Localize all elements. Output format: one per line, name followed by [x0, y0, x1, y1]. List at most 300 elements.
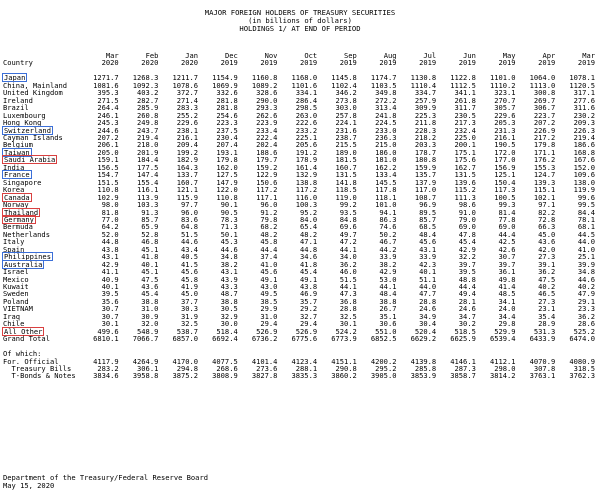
value-cell: 118.5 — [335, 185, 357, 195]
value-cell: 45.1 — [141, 244, 159, 254]
value-cell: 237.5 — [216, 125, 238, 135]
value-cell: 346.2 — [335, 88, 357, 98]
value-cell: 225.1 — [295, 132, 318, 142]
value-cell: 6625.9 — [450, 334, 476, 344]
table-body — [3, 74, 595, 380]
value-cell: 177.0 — [494, 155, 516, 165]
value-cell: 43.1 — [220, 267, 238, 277]
value-cell: 66.3 — [538, 222, 556, 232]
value-cell: 224.1 — [335, 118, 357, 128]
country-name: Korea — [3, 185, 25, 195]
value-cell: 38.8 — [141, 296, 159, 306]
value-cell: 30.1 — [101, 319, 119, 329]
country-name: Of which: — [3, 349, 42, 359]
value-cell: 7066.7 — [132, 334, 159, 344]
value-cell: 193.1 — [216, 147, 238, 157]
country-name: India — [3, 162, 25, 172]
value-cell: 31.0 — [260, 311, 278, 321]
value-cell: 48.7 — [220, 289, 238, 299]
value-cell: 24.6 — [419, 304, 437, 314]
value-cell: 45.0 — [180, 289, 199, 299]
year-header: 2020 — [180, 58, 199, 68]
value-cell: 3834.6 — [93, 371, 119, 381]
value-cell: 102.1 — [533, 192, 556, 202]
value-cell: 190.5 — [494, 140, 516, 150]
value-cell: 64.2 — [101, 222, 119, 232]
value-cell: 3853.9 — [410, 371, 437, 381]
value-cell: 155.4 — [137, 177, 159, 187]
value-cell: 254.6 — [216, 110, 238, 120]
value-cell: 48.4 — [379, 289, 397, 299]
value-cell: 30.0 — [220, 319, 238, 329]
value-cell: 176.2 — [533, 155, 556, 165]
year-header: 2019 — [339, 58, 357, 68]
footer-date: May 15, 2020 — [3, 481, 55, 490]
value-cell: 160.7 — [176, 177, 199, 187]
value-cell: 43.4 — [180, 244, 199, 254]
value-cell: 44.4 — [260, 244, 278, 254]
value-cell: 36.2 — [538, 267, 556, 277]
year-header: 2019 — [577, 58, 595, 68]
value-cell: 34.1 — [498, 296, 516, 306]
value-cell: 44.6 — [577, 274, 595, 284]
value-cell: 526.9 — [256, 326, 278, 336]
country-name: Germany — [4, 214, 34, 224]
value-cell: 264.4 — [97, 103, 119, 113]
month-header: Jan — [185, 51, 199, 60]
value-cell: 255.2 — [176, 110, 199, 120]
value-cell: 39.9 — [577, 259, 595, 269]
value-cell: 100.3 — [295, 200, 318, 210]
value-cell: 4146.1 — [450, 356, 476, 366]
value-cell: 25.1 — [577, 252, 595, 262]
month-header: Nov — [264, 51, 278, 60]
value-cell: 34.8 — [577, 267, 595, 277]
value-cell: 285.8 — [414, 364, 437, 373]
value-cell: 219.4 — [137, 132, 159, 142]
value-cell: 118.1 — [375, 192, 397, 202]
of-which-row — [3, 372, 595, 379]
value-cell: 261.8 — [454, 95, 476, 105]
value-cell: 41.5 — [180, 259, 199, 269]
month-header: Feb — [145, 51, 159, 60]
country-name: Saudi Arabia — [4, 155, 56, 165]
value-cell: 34.0 — [339, 252, 357, 262]
country-name: Thailand — [4, 207, 39, 217]
value-cell: 48.2 — [300, 229, 318, 239]
year-header-row — [3, 59, 595, 66]
value-cell: 216.1 — [176, 132, 199, 142]
value-cell: 46.9 — [300, 289, 318, 299]
value-cell: 147.9 — [216, 177, 238, 187]
value-cell: 71.3 — [220, 222, 238, 232]
value-cell: 40.2 — [577, 282, 595, 292]
value-cell: 91.2 — [260, 207, 278, 217]
value-cell: 96.9 — [419, 200, 437, 210]
value-cell: 26.7 — [379, 304, 397, 314]
value-cell: 117.1 — [256, 192, 278, 202]
value-cell: 1154.9 — [212, 73, 238, 83]
value-cell: 3827.8 — [251, 371, 278, 381]
value-cell: 34.7 — [458, 311, 476, 321]
value-cell: 159.2 — [256, 162, 278, 172]
country-name: Chile — [3, 319, 25, 329]
value-cell: 41.1 — [101, 267, 119, 277]
value-cell: 4117.9 — [93, 356, 119, 366]
value-cell: 1092.3 — [132, 80, 159, 90]
value-cell: 6775.6 — [291, 334, 318, 344]
value-cell: 260.8 — [137, 110, 159, 120]
value-cell: 100.5 — [494, 192, 516, 202]
value-cell: 6539.4 — [489, 334, 516, 344]
value-cell: 225.0 — [454, 132, 476, 142]
country-name: Switzerland — [4, 125, 51, 135]
value-cell: 3814.2 — [489, 371, 516, 381]
value-cell: 45.4 — [458, 237, 476, 247]
value-cell: 72.8 — [538, 214, 556, 224]
value-cell: 133.7 — [176, 170, 199, 180]
country-name: Japan — [4, 73, 26, 83]
value-cell: 41.9 — [180, 282, 199, 292]
value-cell: 548.9 — [137, 326, 159, 336]
country-name: All Other — [4, 326, 43, 336]
country-name: T-Bonds & Notes — [3, 371, 76, 381]
value-cell: 205.6 — [295, 140, 318, 150]
value-cell: 32.0 — [141, 319, 159, 329]
value-cell: 6433.9 — [529, 334, 556, 344]
value-cell: 228.3 — [414, 125, 437, 135]
value-cell: 79.0 — [458, 214, 476, 224]
value-cell: 40.5 — [180, 252, 199, 262]
value-cell: 34.4 — [498, 311, 516, 321]
value-cell: 38.8 — [379, 296, 397, 306]
value-cell: 372.7 — [176, 88, 199, 98]
value-cell: 233.2 — [295, 125, 318, 135]
value-cell: 137.9 — [414, 177, 437, 187]
value-cell: 526.9 — [295, 326, 318, 336]
value-cell: 184.4 — [137, 155, 159, 165]
value-cell: 162.0 — [216, 162, 238, 172]
report-subtitle: (in billions of dollars) — [248, 16, 352, 25]
value-cell: 111.3 — [454, 192, 476, 202]
value-cell: 182.9 — [176, 155, 199, 165]
month-header: Oct — [304, 51, 318, 60]
value-cell: 159.9 — [414, 162, 437, 172]
value-cell: 29.1 — [577, 296, 595, 306]
value-cell: 4200.2 — [370, 356, 397, 366]
value-cell: 84.4 — [577, 207, 595, 217]
value-cell: 44.0 — [577, 237, 595, 247]
value-cell: 43.8 — [101, 244, 119, 254]
month-header: Jul — [423, 51, 437, 60]
value-cell: 38.2 — [220, 259, 238, 269]
value-cell: 103.3 — [137, 200, 159, 210]
value-cell: 43.1 — [419, 244, 437, 254]
value-cell: 231.3 — [494, 125, 516, 135]
value-cell: 29.4 — [260, 319, 278, 329]
value-cell: 127.5 — [216, 170, 238, 180]
value-cell: 117.0 — [414, 185, 437, 195]
value-cell: 1110.4 — [410, 80, 437, 90]
value-cell: 42.5 — [498, 237, 516, 247]
value-cell: 269.7 — [533, 95, 556, 105]
value-cell: 155.3 — [533, 162, 556, 172]
value-cell: 244.6 — [97, 125, 119, 135]
value-cell: 36.2 — [577, 311, 595, 321]
value-cell: 175.1 — [454, 147, 476, 157]
value-cell: 4077.5 — [212, 356, 238, 366]
value-cell: 69.0 — [498, 222, 516, 232]
value-cell: 1078.6 — [172, 80, 199, 90]
value-cell: 203.3 — [414, 140, 437, 150]
month-header: Mar — [105, 51, 119, 60]
value-cell: 202.4 — [256, 140, 278, 150]
value-cell: 200.1 — [454, 140, 476, 150]
value-cell: 48.4 — [419, 229, 437, 239]
value-cell: 109.6 — [573, 170, 595, 180]
value-cell: 271.4 — [176, 95, 199, 105]
value-cell: 51.1 — [419, 274, 437, 284]
country-name: Iraq — [3, 311, 21, 321]
country-name: China, Mainland — [3, 80, 68, 90]
value-cell: 262.6 — [256, 110, 278, 120]
value-cell: 31.0 — [141, 304, 159, 314]
value-cell: 24.6 — [458, 304, 476, 314]
value-cell: 29.9 — [260, 304, 278, 314]
value-cell: 99.2 — [339, 200, 357, 210]
value-cell: 38.5 — [260, 296, 278, 306]
value-cell: 223.7 — [533, 110, 556, 120]
value-cell: 3835.3 — [291, 371, 318, 381]
value-cell: 97.7 — [180, 200, 199, 210]
value-cell: 45.8 — [260, 237, 278, 247]
value-cell: 52.0 — [101, 229, 119, 239]
value-cell: 281.8 — [216, 103, 238, 113]
country-name: VIETNAM — [3, 304, 33, 314]
value-cell: 226.3 — [573, 125, 595, 135]
value-cell: 101.0 — [375, 200, 397, 210]
value-cell: 172.0 — [494, 147, 516, 157]
year-header: 2020 — [101, 58, 119, 68]
value-cell: 117.2 — [295, 185, 318, 195]
value-cell: 30.7 — [101, 304, 119, 314]
value-cell: 1101.6 — [291, 80, 318, 90]
country-name: Israel — [3, 267, 29, 277]
value-cell: 1101.0 — [489, 73, 516, 83]
month-header: Apr — [542, 51, 556, 60]
value-cell: 1103.5 — [370, 80, 397, 90]
value-cell: 6852.5 — [370, 334, 397, 344]
value-cell: 46.8 — [141, 237, 159, 247]
value-cell: 1113.0 — [529, 80, 556, 90]
value-cell: 1078.1 — [569, 73, 595, 83]
value-cell: 33.9 — [379, 252, 397, 262]
value-cell: 68.2 — [260, 222, 278, 232]
value-cell: 529.9 — [494, 326, 516, 336]
value-cell: 131.5 — [454, 170, 476, 180]
value-cell: 48.8 — [458, 274, 476, 284]
value-cell: 49.7 — [339, 229, 357, 239]
value-cell: 3763.1 — [529, 371, 556, 381]
value-cell: 43.0 — [260, 282, 278, 292]
value-cell: 233.4 — [256, 125, 278, 135]
value-cell: 43.3 — [220, 282, 238, 292]
value-cell: 44.8 — [300, 244, 318, 254]
value-cell: 222.6 — [295, 118, 318, 128]
grand-total-row — [3, 335, 595, 342]
value-cell: 45.3 — [220, 237, 238, 247]
country-cell — [3, 372, 79, 379]
value-cell: 211.8 — [414, 118, 437, 128]
value-cell: 303.0 — [335, 103, 357, 113]
value-cell: 186.0 — [375, 147, 397, 157]
value-cell: 1120.5 — [569, 80, 595, 90]
value-cell: 159.1 — [97, 155, 119, 165]
value-cell: 179.8 — [216, 155, 238, 165]
value-cell: 42.9 — [101, 259, 119, 269]
value-cell: 119.9 — [573, 185, 595, 195]
value-cell: 40.9 — [101, 274, 119, 284]
value-cell: 175.6 — [454, 155, 476, 165]
value-cell: 293.3 — [256, 103, 278, 113]
value-cell: 245.3 — [97, 118, 119, 128]
value-cell: 328.6 — [256, 88, 278, 98]
report-title: MAJOR FOREIGN HOLDERS OF TREASURY SECURITIES — [204, 8, 396, 17]
value-cell: 317.1 — [573, 88, 595, 98]
value-cell: 49.8 — [498, 274, 516, 284]
value-cell: 28.9 — [538, 319, 556, 329]
value-cell: 93.5 — [339, 207, 357, 217]
country-header: Country — [3, 58, 33, 68]
value-cell: 52.8 — [141, 229, 159, 239]
value-cell: 1268.3 — [132, 73, 159, 83]
country-name: Poland — [3, 296, 29, 306]
year-header: 2019 — [220, 58, 238, 68]
value-cell: 37.4 — [260, 252, 278, 262]
value-cell: 44.0 — [419, 282, 437, 292]
value-cell: 113.9 — [137, 192, 159, 202]
value-cell: 150.6 — [256, 177, 278, 187]
value-cell: 45.1 — [141, 267, 159, 277]
value-cell: 47.8 — [458, 229, 476, 239]
value-cell: 1130.8 — [410, 73, 437, 83]
value-cell: 223.3 — [216, 118, 238, 128]
country-name: For. Official — [3, 356, 59, 366]
value-cell: 6810.1 — [93, 334, 119, 344]
value-cell: 206.1 — [97, 140, 119, 150]
value-cell: 4070.9 — [529, 356, 556, 366]
value-cell: 83.6 — [180, 214, 199, 224]
value-cell: 298.5 — [295, 103, 318, 113]
value-cell: 162.7 — [454, 162, 476, 172]
value-cell: 4080.9 — [569, 356, 595, 366]
value-cell: 282.7 — [137, 95, 159, 105]
value-cell: 151.5 — [97, 177, 119, 187]
value-cell: 125.1 — [494, 170, 516, 180]
value-cell: 46.5 — [538, 289, 556, 299]
country-name: Singapore — [3, 177, 42, 187]
value-cell: 30.3 — [180, 304, 199, 314]
value-cell: 1160.8 — [251, 73, 278, 83]
value-cell: 395.3 — [97, 88, 119, 98]
value-cell: 209.4 — [176, 140, 199, 150]
value-cell: 238.1 — [176, 125, 199, 135]
country-name: Luxembourg — [3, 110, 46, 120]
value-cell: 91.0 — [458, 207, 476, 217]
country-name: Belgium — [3, 140, 33, 150]
value-cell: 241.8 — [375, 110, 397, 120]
value-cell: 74.6 — [379, 222, 397, 232]
country-name: United Kingdom — [3, 88, 63, 98]
value-cell: 44.1 — [339, 244, 357, 254]
value-cell: 162.2 — [375, 162, 397, 172]
value-cell: 32.5 — [339, 311, 357, 321]
holdings-table — [3, 52, 595, 380]
value-cell: 233.0 — [375, 125, 397, 135]
country-name: Australia — [4, 259, 43, 269]
value-cell: 96.0 — [260, 200, 278, 210]
value-cell: 49.1 — [300, 274, 318, 284]
value-cell: 28.1 — [458, 296, 476, 306]
value-cell: 138.8 — [295, 177, 318, 187]
value-cell: 99.5 — [577, 200, 595, 210]
value-cell: 86.3 — [379, 214, 397, 224]
value-cell: 226.9 — [533, 125, 556, 135]
value-cell: 272.2 — [375, 95, 397, 105]
value-cell: 3875.2 — [172, 371, 199, 381]
value-cell: 323.1 — [494, 88, 516, 98]
value-cell: 1168.0 — [291, 73, 318, 83]
value-cell: 53.0 — [379, 274, 397, 284]
value-cell: 188.6 — [256, 147, 278, 157]
value-cell: 283.3 — [176, 103, 199, 113]
value-cell: 306.1 — [137, 364, 159, 373]
value-cell: 46.0 — [339, 267, 357, 277]
value-cell: 199.2 — [176, 147, 199, 157]
value-cell: 217.3 — [454, 118, 476, 128]
value-cell: 230.5 — [454, 110, 476, 120]
value-cell: 334.1 — [295, 88, 318, 98]
value-cell: 31.9 — [180, 311, 199, 321]
value-cell: 191.2 — [295, 147, 318, 157]
value-cell: 30.7 — [498, 252, 516, 262]
value-cell: 51.5 — [339, 274, 357, 284]
value-cell: 46.7 — [379, 237, 397, 247]
value-cell: 180.8 — [414, 155, 437, 165]
month-header: Sep — [344, 51, 357, 60]
country-name: Kuwait — [3, 282, 29, 292]
value-cell: 218.2 — [414, 132, 437, 142]
value-cell: 207.2 — [97, 132, 119, 142]
value-cell: 121.1 — [176, 185, 199, 195]
value-cell: 98.6 — [458, 200, 476, 210]
value-cell: 273.6 — [256, 364, 278, 373]
value-cell: 90.1 — [220, 200, 238, 210]
value-cell: 32.7 — [300, 311, 318, 321]
value-cell: 270.7 — [494, 95, 516, 105]
value-cell: 30.6 — [379, 319, 397, 329]
year-header: 2019 — [419, 58, 437, 68]
value-cell: 44.4 — [458, 282, 476, 292]
year-header: 2020 — [141, 58, 159, 68]
value-cell: 290.8 — [335, 364, 357, 373]
value-cell: 47.1 — [300, 237, 318, 247]
value-cell: 64.8 — [180, 222, 199, 232]
value-cell: 189.0 — [335, 147, 357, 157]
value-cell: 156.5 — [97, 162, 119, 172]
value-cell: 77.8 — [498, 214, 516, 224]
value-cell: 178.9 — [295, 155, 318, 165]
